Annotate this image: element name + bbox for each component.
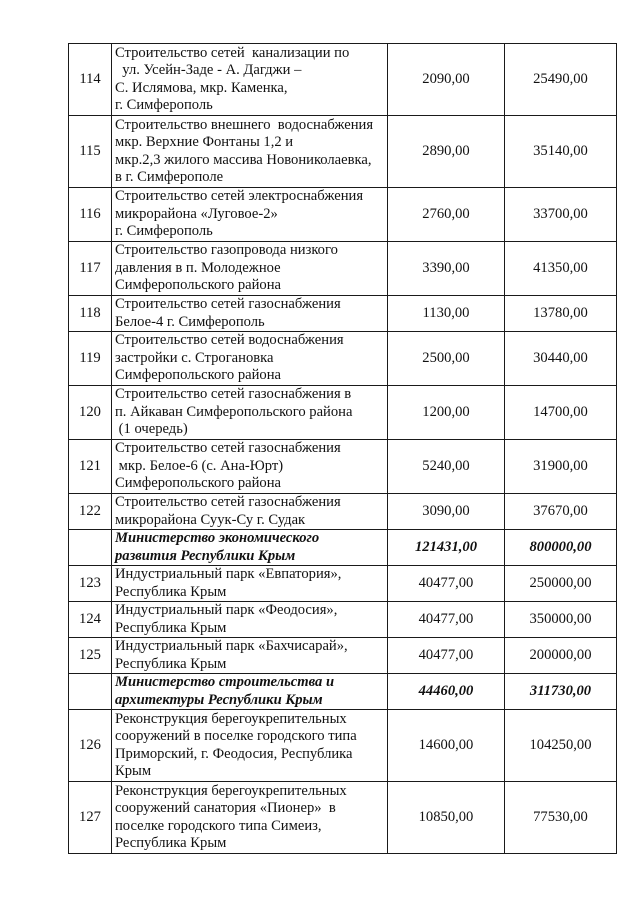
amount-column-1: 1200,00 <box>388 386 505 440</box>
row-number: 120 <box>69 386 112 440</box>
funding-table-body <box>69 44 617 854</box>
text-line: Строительство сетей газоснабжения <box>115 494 341 510</box>
text-line: Приморский, г. Феодосия, Республика <box>115 745 353 762</box>
text-line: Министерство строительства и <box>115 674 335 690</box>
table-row <box>69 188 617 242</box>
table-row <box>69 386 617 440</box>
section-row <box>69 674 617 710</box>
row-number: 117 <box>69 242 112 296</box>
text-line: Строительство внешнего водоснабжения <box>115 116 374 133</box>
row-number: 116 <box>69 188 112 242</box>
project-name <box>112 332 388 386</box>
project-name <box>112 386 388 440</box>
funding-table <box>68 43 617 854</box>
table-row <box>69 602 617 638</box>
project-name <box>112 296 388 332</box>
project-name <box>112 566 388 602</box>
amount-column-2: 200000,00 <box>505 638 617 674</box>
amount-column-2: 104250,00 <box>505 710 617 782</box>
text-line: Белое-4 г. Симферополь <box>115 313 265 330</box>
amount-column-2: 31900,00 <box>505 440 617 494</box>
text-line: мкр. Верхние Фонтаны 1,2 и <box>115 134 294 150</box>
row-number: 122 <box>69 494 112 530</box>
text-line: микрорайона «Луговое-2» <box>115 205 278 222</box>
table-row <box>69 242 617 296</box>
amount-column-1: 121431,00 <box>388 530 505 566</box>
amount-column-2: 13780,00 <box>505 296 617 332</box>
amount-column-1: 1130,00 <box>388 296 505 332</box>
text-line: Министерство экономического <box>115 530 320 546</box>
amount-column-1: 14600,00 <box>388 710 505 782</box>
amount-column-1: 10850,00 <box>388 782 505 854</box>
row-number: 119 <box>69 332 112 386</box>
text-line: мкр. Белое-6 (с. Ана-Юрт) <box>115 457 284 474</box>
text-line: г. Симферополь <box>115 97 213 113</box>
text-line: ул. Усейн-Заде - А. Дагджи – <box>115 62 302 78</box>
table-row <box>69 296 617 332</box>
row-number: 123 <box>69 566 112 602</box>
amount-column-2: 33700,00 <box>505 188 617 242</box>
table-row <box>69 440 617 494</box>
row-number: 127 <box>69 782 112 854</box>
row-number <box>69 530 112 566</box>
text-line: микрорайона Суук-Су г. Судак <box>115 511 306 528</box>
text-line: в г. Симферополе <box>115 169 224 185</box>
project-name <box>112 602 388 638</box>
text-line: застройки с. Строгановка <box>115 349 274 366</box>
text-line: Симферопольского района <box>115 475 282 492</box>
text-line: мкр.2,3 жилого массива Новониколаевка, <box>115 151 372 168</box>
table-row <box>69 638 617 674</box>
row-number: 121 <box>69 440 112 494</box>
table-row <box>69 116 617 188</box>
row-number: 126 <box>69 710 112 782</box>
amount-column-2: 77530,00 <box>505 782 617 854</box>
amount-column-2: 350000,00 <box>505 602 617 638</box>
text-line: Строительство сетей канализации по <box>115 44 350 61</box>
text-line: Строительство сетей газоснабжения <box>115 440 341 457</box>
project-name <box>112 242 388 296</box>
project-name <box>112 188 388 242</box>
text-line: Реконструкция берегоукрепительных <box>115 782 347 799</box>
amount-column-1: 3090,00 <box>388 494 505 530</box>
text-line: Крым <box>115 763 152 779</box>
amount-column-1: 40477,00 <box>388 638 505 674</box>
text-line: Симферопольского района <box>115 277 282 294</box>
table-row <box>69 566 617 602</box>
text-line: г. Симферополь <box>115 223 213 240</box>
amount-column-1: 2500,00 <box>388 332 505 386</box>
row-number: 114 <box>69 44 112 116</box>
text-line: С. Ислямова, мкр. Каменка, <box>115 79 288 96</box>
project-name <box>112 494 388 530</box>
row-number: 115 <box>69 116 112 188</box>
amount-column-1: 3390,00 <box>388 242 505 296</box>
row-number: 124 <box>69 602 112 638</box>
text-line: развития Республики Крым <box>115 547 296 564</box>
amount-column-2: 25490,00 <box>505 44 617 116</box>
section-title <box>112 530 388 566</box>
section-row <box>69 530 617 566</box>
text-line: Республика Крым <box>115 619 227 636</box>
text-line: Республика Крым <box>115 835 227 851</box>
amount-column-1: 2090,00 <box>388 44 505 116</box>
project-name <box>112 440 388 494</box>
project-name <box>112 782 388 854</box>
amount-column-1: 5240,00 <box>388 440 505 494</box>
text-line: Строительство сетей водоснабжения <box>115 332 344 349</box>
table-row <box>69 44 617 116</box>
text-line: Строительство сетей газоснабжения в <box>115 386 352 403</box>
text-line: сооружений в поселке городского типа <box>115 728 357 744</box>
section-title <box>112 674 388 710</box>
text-line: Индустриальный парк «Евпатория», <box>115 566 342 582</box>
amount-column-1: 2760,00 <box>388 188 505 242</box>
amount-column-1: 40477,00 <box>388 602 505 638</box>
amount-column-2: 35140,00 <box>505 116 617 188</box>
project-name <box>112 116 388 188</box>
text-line: сооружений санатория «Пионер» в <box>115 800 336 816</box>
amount-column-2: 41350,00 <box>505 242 617 296</box>
amount-column-2: 800000,00 <box>505 530 617 566</box>
row-number: 118 <box>69 296 112 332</box>
project-name <box>112 44 388 116</box>
amount-column-1: 44460,00 <box>388 674 505 710</box>
amount-column-2: 250000,00 <box>505 566 617 602</box>
table-row <box>69 332 617 386</box>
text-line: архитектуры Республики Крым <box>115 691 323 708</box>
text-line: (1 очередь) <box>115 421 188 438</box>
text-line: Индустриальный парк «Феодосия», <box>115 602 338 618</box>
amount-column-2: 311730,00 <box>505 674 617 710</box>
text-line: Строительство сетей газоснабжения <box>115 296 341 312</box>
text-line: п. Айкаван Симферопольского района <box>115 403 353 420</box>
row-number: 125 <box>69 638 112 674</box>
amount-column-2: 37670,00 <box>505 494 617 530</box>
text-line: Индустриальный парк «Бахчисарай», <box>115 638 348 654</box>
text-line: Строительство газопровода низкого <box>115 242 338 259</box>
text-line: Республика Крым <box>115 655 227 672</box>
text-line: Симферопольского района <box>115 367 282 384</box>
table-row <box>69 494 617 530</box>
text-line: Республика Крым <box>115 583 227 600</box>
amount-column-1: 2890,00 <box>388 116 505 188</box>
amount-column-2: 14700,00 <box>505 386 617 440</box>
amount-column-1: 40477,00 <box>388 566 505 602</box>
row-number <box>69 674 112 710</box>
text-line: Реконструкция берегоукрепительных <box>115 710 347 727</box>
table-row <box>69 710 617 782</box>
amount-column-2: 30440,00 <box>505 332 617 386</box>
text-line: Строительство сетей электроснабжения <box>115 188 364 205</box>
text-line: давления в п. Молодежное <box>115 259 281 276</box>
text-line: поселке городского типа Симеиз, <box>115 817 322 834</box>
project-name <box>112 710 388 782</box>
table-row <box>69 782 617 854</box>
project-name <box>112 638 388 674</box>
